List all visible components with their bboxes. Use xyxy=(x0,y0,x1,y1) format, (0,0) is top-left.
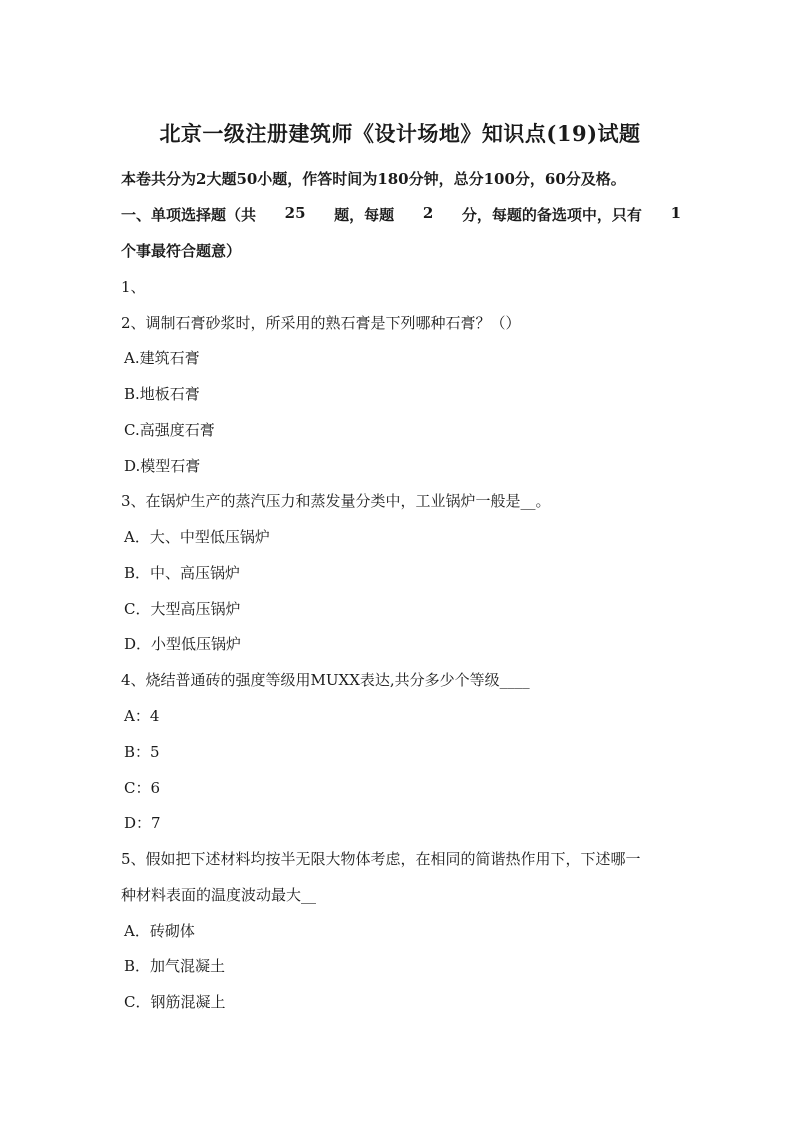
section-heading-part: 一、单项选择题（共 xyxy=(121,206,257,224)
question-2-option: C.高强度石膏 xyxy=(124,421,215,439)
section-heading-part: 25 xyxy=(284,204,306,222)
question-4-option: D：7 xyxy=(124,814,161,832)
exam-intro: 本卷共分为2大题50小题，作答时间为180分钟，总分100分，60分及格。 xyxy=(121,170,626,188)
question-2-option: B.地板石膏 xyxy=(124,385,200,403)
section-heading-part: 题，每题 xyxy=(334,206,395,224)
question-5-option: C．钢筋混凝上 xyxy=(124,993,226,1011)
section-heading-part: 2 xyxy=(422,204,434,222)
question-2-option: D.模型石膏 xyxy=(124,457,201,475)
question-2-option: A.建筑石膏 xyxy=(124,349,200,367)
question-3-option: B．中、高压锅炉 xyxy=(124,564,241,582)
question-4-option: B：5 xyxy=(124,743,160,761)
question-3-stem: 3、在锅炉生产的蒸汽压力和蒸发量分类中，工业锅炉一般是__。 xyxy=(121,492,551,510)
question-3-option: A．大、中型低压锅炉 xyxy=(124,528,270,546)
question-4-option: C：6 xyxy=(124,779,161,797)
section-heading-part: 1 xyxy=(670,204,681,222)
question-5-option: B．加气混凝土 xyxy=(124,957,226,975)
question-5-stem: 5、假如把下述材料均按半无限大物体考虑，在相同的简谐热作用下，下述哪一 xyxy=(121,850,641,868)
question-5-option: A．砖砌体 xyxy=(124,922,195,940)
section-heading-part: 分，每题的备选项中，只有 xyxy=(461,206,642,224)
question-4-stem: 4、烧结普通砖的强度等级用MUXX表达,共分多少个等级____ xyxy=(121,671,530,689)
question-2-stem: 2、调制石膏砂浆时，所采用的熟石膏是下列哪种石膏？（） xyxy=(121,314,521,332)
section-heading xyxy=(121,204,681,225)
question-5-stem-continued: 种材料表面的温度波动最大__ xyxy=(121,886,317,904)
question-3-option: C．大型高压锅炉 xyxy=(124,600,241,618)
question-1: 1、 xyxy=(121,278,146,296)
question-3-option: D．小型低压锅炉 xyxy=(124,635,242,653)
section-heading-line2: 个事最符合题意） xyxy=(121,242,242,260)
document-title: 北京一级注册建筑师《设计场地》知识点(19)试题 xyxy=(159,121,641,146)
question-4-option: A：4 xyxy=(124,707,160,725)
